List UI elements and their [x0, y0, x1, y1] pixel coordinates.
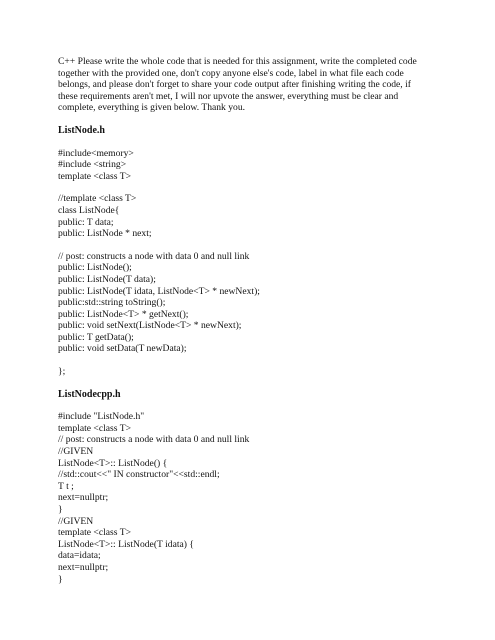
code-line: public: ListNode * next; [58, 228, 152, 240]
code-line: public: ListNode(); [58, 262, 132, 274]
code-line: ListNode<T>:: ListNode() { [58, 457, 168, 469]
code-line: // post: constructs a node with data 0 and null link [58, 434, 250, 446]
code-line: class ListNode{ [58, 204, 120, 216]
code-line: public: void setNext(ListNode<T> * newNext); [58, 320, 242, 332]
section-heading-listnodecpp-h: ListNodecpp.h [58, 388, 121, 400]
section-heading-listnode-h: ListNode.h [58, 124, 105, 136]
code-line: next=nullptr; [58, 492, 109, 504]
code-line: public: ListNode<T> * getNext(); [58, 308, 189, 320]
code-line: ListNode<T>:: ListNode(T idata) { [58, 538, 194, 550]
code-line: // post: constructs a node with data 0 and null link [58, 250, 250, 262]
code-line: }; [58, 366, 66, 378]
code-line: public: void setData(T newData); [58, 343, 187, 355]
code-line: template <class T> [58, 170, 131, 182]
document-page [58, 56, 438, 585]
code-line: data=idata; [58, 550, 101, 562]
code-block-implementation [58, 411, 438, 585]
code-line: template <class T> [58, 422, 131, 434]
code-line: //GIVEN [58, 446, 94, 458]
code-line: //std::cout<<" IN constructor"<<std::endl; [58, 469, 220, 481]
code-line: #include <string> [58, 159, 127, 171]
intro-line: complete, everything is given below. Thank you. [58, 102, 246, 114]
code-line: next=nullptr; [58, 561, 109, 573]
intro-line: together with the provided one, don't copy anyone else's code, label in what file each code [58, 67, 404, 79]
code-line: } [58, 504, 63, 515]
intro-line: belongs, and please don't forget to share your code output after finishing writing the code, if [58, 79, 411, 91]
code-block-class-end [58, 366, 438, 378]
code-line: } [58, 573, 63, 585]
code-line: public: ListNode(T idata, ListNode<T> * newNext); [58, 285, 260, 297]
code-line: //template <class T> [58, 193, 137, 205]
code-block-methods [58, 251, 438, 355]
code-line: #include<memory> [58, 147, 134, 159]
code-line: //GIVEN [58, 515, 94, 527]
intro-line: C++ Please write the whole code that is needed for this assignment, write the completed code [58, 56, 417, 67]
intro-paragraph [58, 56, 438, 114]
code-line: template <class T> [58, 527, 131, 539]
code-line: public: T getData(); [58, 331, 134, 343]
code-line: #include "ListNode.h" [58, 411, 145, 423]
code-line: public: T data; [58, 216, 114, 228]
code-line: public: ListNode(T data); [58, 273, 156, 285]
code-line: T t ; [58, 480, 74, 492]
intro-line: these requirements aren't met, I will nor upvote the answer, everything must be clear and [58, 90, 399, 102]
code-block-includes [58, 148, 438, 183]
code-line: public:std::string toString(); [58, 297, 166, 309]
code-block-class-decl [58, 193, 438, 239]
